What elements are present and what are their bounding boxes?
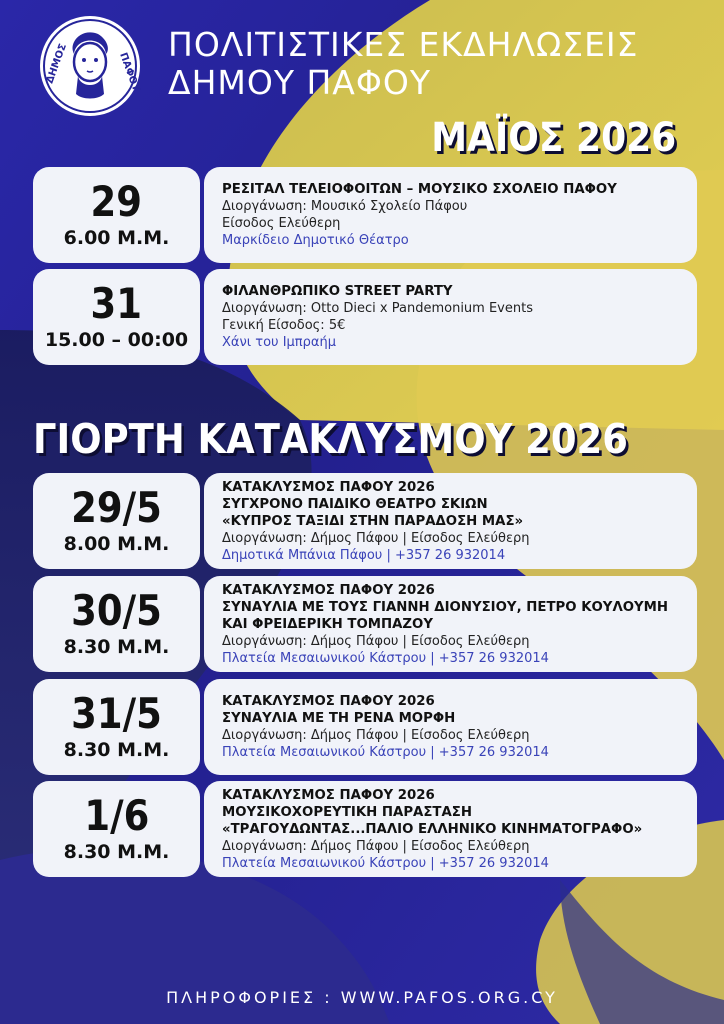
- event-row: [33, 167, 697, 263]
- event-day: 30/5: [71, 586, 162, 635]
- org-title: [168, 26, 688, 102]
- event-detail-line: Διοργάνωση: Otto Dieci x Pandemonium Events: [222, 301, 533, 316]
- event-detail-line: Διοργάνωση: Δήμος Πάφου | Είσοδος Ελεύθερη: [222, 728, 530, 743]
- festival-section-title: ΓΙΟΡΤΗ ΚΑΤΑΚΛΥΣΜΟΥ 2026: [33, 415, 628, 463]
- event-detail-line: Είσοδος Ελεύθερη: [222, 216, 341, 231]
- month-section-title: ΜΑΪΟΣ 2026: [430, 115, 676, 161]
- event-heading-line: ΡΕΣΙΤΑΛ ΤΕΛΕΙΟΦΟΙΤΩΝ – ΜΟΥΣΙΚΟ ΣΧΟΛΕΙΟ ΠΑΦΟΥ: [222, 182, 617, 197]
- event-heading-line: «ΤΡΑΓΟΥΔΩΝΤΑΣ...ΠΑΛΙΟ ΕΛΛΗΝΙΚΟ ΚΙΝΗΜΑΤΟΓΡΑΦΟ»: [222, 822, 643, 837]
- event-venue-line[interactable]: Χάνι του Ιμπραήμ: [222, 335, 336, 350]
- event-heading-line: «ΚΥΠΡΟΣ ΤΑΞΙΔΙ ΣΤΗΝ ΠΑΡΑΔΟΣΗ ΜΑΣ»: [222, 514, 524, 529]
- event-time: 8.00 Μ.Μ.: [63, 533, 170, 555]
- event-date-box: [33, 167, 200, 263]
- event-time: 15.00 – 00:00: [44, 329, 189, 351]
- event-heading-line: ΣΥΝΑΥΛΙΑ ΜΕ ΤΟΥΣ ΓΙΑΝΝΗ ΔΙΟΝΥΣΙΟΥ, ΠΕΤΡΟ ΚΟΥΛΟΥΜΗ: [222, 600, 669, 615]
- event-venue-line[interactable]: Πλατεία Μεσαιωνικού Κάστρου | +357 26 932014: [222, 651, 549, 666]
- event-venue-line[interactable]: Πλατεία Μεσαιωνικού Κάστρου | +357 26 932014: [222, 856, 549, 871]
- event-detail-line: Γενική Είσοδος: 5€: [222, 318, 346, 333]
- event-heading-line: ΣΥΝΑΥΛΙΑ ΜΕ ΤΗ ΡΕΝΑ ΜΟΡΦΗ: [222, 711, 456, 726]
- event-heading-line: ΚΑΤΑΚΛΥΣΜΟΣ ΠΑΦΟΥ 2026: [222, 694, 435, 709]
- event-date-box: [33, 781, 200, 877]
- event-info-box: [204, 167, 697, 263]
- event-date-box: [33, 269, 200, 365]
- event-date-box: [33, 473, 200, 569]
- event-info-box: [204, 576, 697, 672]
- footer-info: ΠΛΗΡΟΦΟΡΙΕΣ : WWW.PAFOS.ORG.CY: [166, 988, 558, 1007]
- event-detail-line: Διοργάνωση: Δήμος Πάφου | Είσοδος Ελεύθερη: [222, 839, 530, 854]
- event-heading-line: ΚΑΤΑΚΛΥΣΜΟΣ ΠΑΦΟΥ 2026: [222, 583, 435, 598]
- event-row: [33, 473, 697, 569]
- event-detail-line: Διοργάνωση: Μουσικό Σχολείο Πάφου: [222, 199, 468, 214]
- event-info-box: [204, 781, 697, 877]
- event-row: [33, 269, 697, 365]
- event-day: 31: [90, 279, 143, 328]
- org-title-line2: ΔΗΜΟΥ ΠΑΦΟΥ: [168, 63, 431, 102]
- event-time: 8.30 Μ.Μ.: [63, 841, 170, 863]
- event-info-box: [204, 679, 697, 775]
- event-row: [33, 679, 697, 775]
- event-time: 8.30 Μ.Μ.: [63, 636, 170, 658]
- event-venue-line[interactable]: Μαρκίδειο Δημοτικό Θέατρο: [222, 233, 409, 248]
- event-time: 6.00 Μ.Μ.: [63, 227, 170, 249]
- event-heading-line: ΜΟΥΣΙΚΟΧΟΡΕΥΤΙΚΗ ΠΑΡΑΣΤΑΣΗ: [222, 805, 473, 820]
- event-venue-line[interactable]: Δημοτικά Μπάνια Πάφου | +357 26 932014: [222, 548, 506, 563]
- event-heading-line: ΚΑΙ ΦΡΕΙΔΕΡΙΚΗ ΤΟΜΠΑΖΟΥ: [222, 617, 433, 632]
- event-detail-line: Διοργάνωση: Δήμος Πάφου | Είσοδος Ελεύθερη: [222, 634, 530, 649]
- event-day: 29: [90, 177, 143, 226]
- org-title-line1: ΠΟΛΙΤΙΣΤΙΚΕΣ ΕΚΔΗΛΩΣΕΙΣ: [168, 25, 639, 64]
- event-heading-line: ΚΑΤΑΚΛΥΣΜΟΣ ΠΑΦΟΥ 2026: [222, 788, 435, 803]
- event-heading-line: ΣΥΓΧΡΟΝΟ ΠΑΙΔΙΚΟ ΘΕΑΤΡΟ ΣΚΙΩΝ: [222, 497, 488, 512]
- event-row: [33, 576, 697, 672]
- event-day: 1/6: [84, 791, 149, 840]
- event-date-box: [33, 576, 200, 672]
- event-row: [33, 781, 697, 877]
- event-venue-line[interactable]: Πλατεία Μεσαιωνικού Κάστρου | +357 26 932014: [222, 745, 549, 760]
- event-day: 29/5: [71, 483, 162, 532]
- event-date-box: [33, 679, 200, 775]
- event-info-box: [204, 473, 697, 569]
- svg-text:ΔΗΜΟΣ: ΔΗΜΟΣ: [44, 42, 69, 86]
- event-heading-line: ΦΙΛΑΝΘΡΩΠΙΚΟ STREET PARTY: [222, 284, 453, 299]
- event-info-box: [204, 269, 697, 365]
- municipality-seal-icon: [38, 14, 142, 118]
- event-detail-line: Διοργάνωση: Δήμος Πάφου | Είσοδος Ελεύθερη: [222, 531, 530, 546]
- event-heading-line: ΚΑΤΑΚΛΥΣΜΟΣ ΠΑΦΟΥ 2026: [222, 480, 435, 495]
- svg-text:ΠΑΦΟΥ: ΠΑΦΟΥ: [117, 51, 142, 93]
- event-day: 31/5: [71, 689, 162, 738]
- event-time: 8.30 Μ.Μ.: [63, 739, 170, 761]
